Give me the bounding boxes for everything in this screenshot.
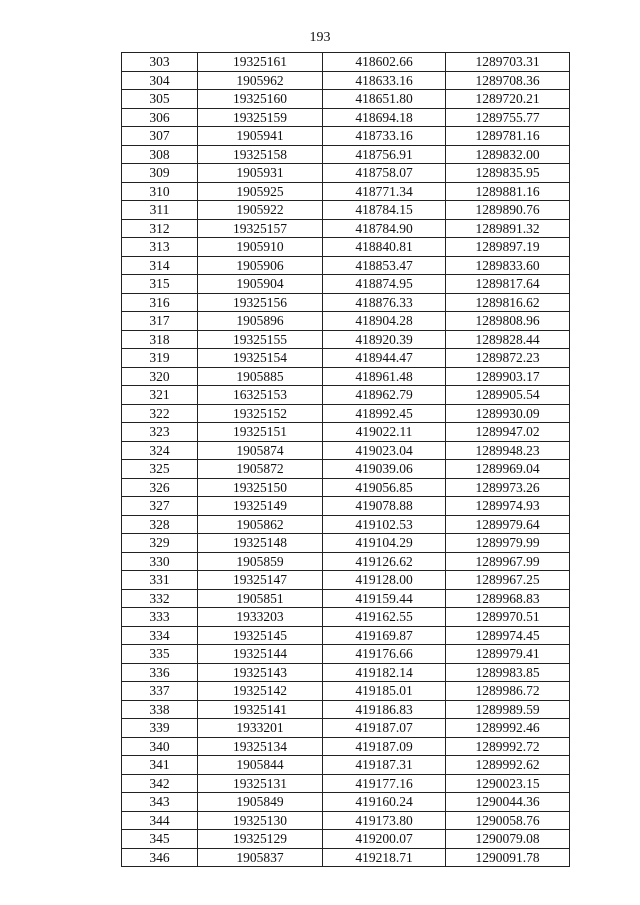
x-coordinate-cell: 418694.18 <box>323 108 446 127</box>
x-coordinate-cell: 418944.47 <box>323 349 446 368</box>
coordinates-table <box>121 52 570 867</box>
table-row <box>122 774 570 793</box>
table-row <box>122 256 570 275</box>
point-number-cell: 313 <box>122 238 198 257</box>
y-coordinate-cell: 1289817.64 <box>446 275 570 294</box>
table-row <box>122 423 570 442</box>
page-number: 193 <box>309 30 331 45</box>
x-coordinate-cell: 419159.44 <box>323 589 446 608</box>
y-coordinate-cell: 1289986.72 <box>446 682 570 701</box>
y-coordinate-cell: 1289755.77 <box>446 108 570 127</box>
y-coordinate-cell: 1289967.25 <box>446 571 570 590</box>
y-coordinate-cell: 1289832.00 <box>446 145 570 164</box>
table-row <box>122 515 570 534</box>
point-number-cell: 307 <box>122 127 198 146</box>
point-id-cell: 1905874 <box>198 441 323 460</box>
y-coordinate-cell: 1289979.64 <box>446 515 570 534</box>
y-coordinate-cell: 1289979.41 <box>446 645 570 664</box>
point-number-cell: 336 <box>122 663 198 682</box>
point-number-cell: 346 <box>122 848 198 867</box>
point-number-cell: 327 <box>122 497 198 516</box>
table-row <box>122 460 570 479</box>
x-coordinate-cell: 419218.71 <box>323 848 446 867</box>
point-id-cell: 1905872 <box>198 460 323 479</box>
point-number-cell: 333 <box>122 608 198 627</box>
table-row <box>122 534 570 553</box>
x-coordinate-cell: 418602.66 <box>323 53 446 72</box>
point-number-cell: 329 <box>122 534 198 553</box>
point-id-cell: 1905904 <box>198 275 323 294</box>
point-number-cell: 320 <box>122 367 198 386</box>
x-coordinate-cell: 419173.80 <box>323 811 446 830</box>
y-coordinate-cell: 1289897.19 <box>446 238 570 257</box>
point-number-cell: 311 <box>122 201 198 220</box>
y-coordinate-cell: 1290091.78 <box>446 848 570 867</box>
y-coordinate-cell: 1289808.96 <box>446 312 570 331</box>
table-row <box>122 682 570 701</box>
point-number-cell: 328 <box>122 515 198 534</box>
x-coordinate-cell: 418784.90 <box>323 219 446 238</box>
point-id-cell: 1905896 <box>198 312 323 331</box>
point-id-cell: 19325150 <box>198 478 323 497</box>
y-coordinate-cell: 1289989.59 <box>446 700 570 719</box>
point-number-cell: 305 <box>122 90 198 109</box>
x-coordinate-cell: 419186.83 <box>323 700 446 719</box>
point-number-cell: 342 <box>122 774 198 793</box>
y-coordinate-cell: 1289930.09 <box>446 404 570 423</box>
table-row <box>122 589 570 608</box>
point-id-cell: 1933201 <box>198 719 323 738</box>
x-coordinate-cell: 419056.85 <box>323 478 446 497</box>
y-coordinate-cell: 1289881.16 <box>446 182 570 201</box>
table-row <box>122 71 570 90</box>
y-coordinate-cell: 1289968.83 <box>446 589 570 608</box>
table-row <box>122 497 570 516</box>
table-row <box>122 719 570 738</box>
point-number-cell: 337 <box>122 682 198 701</box>
point-id-cell: 1905931 <box>198 164 323 183</box>
point-id-cell: 19325151 <box>198 423 323 442</box>
point-id-cell: 1905851 <box>198 589 323 608</box>
x-coordinate-cell: 418876.33 <box>323 293 446 312</box>
point-number-cell: 308 <box>122 145 198 164</box>
y-coordinate-cell: 1289992.46 <box>446 719 570 738</box>
point-number-cell: 344 <box>122 811 198 830</box>
x-coordinate-cell: 418771.34 <box>323 182 446 201</box>
y-coordinate-cell: 1289983.85 <box>446 663 570 682</box>
table-row <box>122 478 570 497</box>
table-row <box>122 293 570 312</box>
point-id-cell: 19325155 <box>198 330 323 349</box>
point-id-cell: 1905910 <box>198 238 323 257</box>
y-coordinate-cell: 1289948.23 <box>446 441 570 460</box>
y-coordinate-cell: 1289970.51 <box>446 608 570 627</box>
x-coordinate-cell: 418904.28 <box>323 312 446 331</box>
y-coordinate-cell: 1289833.60 <box>446 256 570 275</box>
point-id-cell: 1905941 <box>198 127 323 146</box>
table-row <box>122 756 570 775</box>
y-coordinate-cell: 1289974.93 <box>446 497 570 516</box>
point-number-cell: 332 <box>122 589 198 608</box>
table-row <box>122 53 570 72</box>
y-coordinate-cell: 1289835.95 <box>446 164 570 183</box>
point-number-cell: 345 <box>122 830 198 849</box>
point-id-cell: 19325157 <box>198 219 323 238</box>
x-coordinate-cell: 418853.47 <box>323 256 446 275</box>
x-coordinate-cell: 419200.07 <box>323 830 446 849</box>
point-id-cell: 19325160 <box>198 90 323 109</box>
point-id-cell: 1905925 <box>198 182 323 201</box>
table-row <box>122 275 570 294</box>
point-id-cell: 1905906 <box>198 256 323 275</box>
x-coordinate-cell: 419039.06 <box>323 460 446 479</box>
point-id-cell: 19325129 <box>198 830 323 849</box>
point-number-cell: 309 <box>122 164 198 183</box>
table-row <box>122 201 570 220</box>
x-coordinate-cell: 419128.00 <box>323 571 446 590</box>
y-coordinate-cell: 1290058.76 <box>446 811 570 830</box>
table-row <box>122 330 570 349</box>
point-id-cell: 19325144 <box>198 645 323 664</box>
x-coordinate-cell: 419187.09 <box>323 737 446 756</box>
x-coordinate-cell: 419160.24 <box>323 793 446 812</box>
x-coordinate-cell: 419185.01 <box>323 682 446 701</box>
table-row <box>122 608 570 627</box>
table-row <box>122 737 570 756</box>
point-number-cell: 321 <box>122 386 198 405</box>
coordinates-table-body <box>122 53 570 867</box>
table-row <box>122 312 570 331</box>
y-coordinate-cell: 1289891.32 <box>446 219 570 238</box>
table-row <box>122 626 570 645</box>
point-number-cell: 330 <box>122 552 198 571</box>
x-coordinate-cell: 419022.11 <box>323 423 446 442</box>
point-id-cell: 1905922 <box>198 201 323 220</box>
point-number-cell: 303 <box>122 53 198 72</box>
point-number-cell: 338 <box>122 700 198 719</box>
point-id-cell: 1933203 <box>198 608 323 627</box>
table-row <box>122 349 570 368</box>
table-row <box>122 552 570 571</box>
y-coordinate-cell: 1290023.15 <box>446 774 570 793</box>
x-coordinate-cell: 419162.55 <box>323 608 446 627</box>
y-coordinate-cell: 1289967.99 <box>446 552 570 571</box>
y-coordinate-cell: 1289905.54 <box>446 386 570 405</box>
table-row <box>122 700 570 719</box>
point-id-cell: 19325130 <box>198 811 323 830</box>
table-row <box>122 848 570 867</box>
y-coordinate-cell: 1289816.62 <box>446 293 570 312</box>
x-coordinate-cell: 419104.29 <box>323 534 446 553</box>
x-coordinate-cell: 419078.88 <box>323 497 446 516</box>
y-coordinate-cell: 1289828.44 <box>446 330 570 349</box>
point-id-cell: 19325141 <box>198 700 323 719</box>
table-row <box>122 404 570 423</box>
x-coordinate-cell: 419023.04 <box>323 441 446 460</box>
point-id-cell: 19325131 <box>198 774 323 793</box>
y-coordinate-cell: 1289890.76 <box>446 201 570 220</box>
point-number-cell: 312 <box>122 219 198 238</box>
point-number-cell: 323 <box>122 423 198 442</box>
x-coordinate-cell: 418962.79 <box>323 386 446 405</box>
x-coordinate-cell: 418756.91 <box>323 145 446 164</box>
point-number-cell: 334 <box>122 626 198 645</box>
point-number-cell: 343 <box>122 793 198 812</box>
point-number-cell: 341 <box>122 756 198 775</box>
table-row <box>122 127 570 146</box>
y-coordinate-cell: 1289703.31 <box>446 53 570 72</box>
y-coordinate-cell: 1290079.08 <box>446 830 570 849</box>
point-id-cell: 19325156 <box>198 293 323 312</box>
point-id-cell: 16325153 <box>198 386 323 405</box>
y-coordinate-cell: 1289992.72 <box>446 737 570 756</box>
point-id-cell: 19325143 <box>198 663 323 682</box>
table-row <box>122 830 570 849</box>
point-id-cell: 19325158 <box>198 145 323 164</box>
x-coordinate-cell: 419126.62 <box>323 552 446 571</box>
point-id-cell: 1905862 <box>198 515 323 534</box>
x-coordinate-cell: 418920.39 <box>323 330 446 349</box>
table-row <box>122 182 570 201</box>
point-number-cell: 304 <box>122 71 198 90</box>
y-coordinate-cell: 1289872.23 <box>446 349 570 368</box>
x-coordinate-cell: 418840.81 <box>323 238 446 257</box>
table-row <box>122 571 570 590</box>
x-coordinate-cell: 419182.14 <box>323 663 446 682</box>
point-number-cell: 326 <box>122 478 198 497</box>
point-id-cell: 1905962 <box>198 71 323 90</box>
point-number-cell: 316 <box>122 293 198 312</box>
point-number-cell: 317 <box>122 312 198 331</box>
y-coordinate-cell: 1289781.16 <box>446 127 570 146</box>
x-coordinate-cell: 418961.48 <box>323 367 446 386</box>
point-id-cell: 1905837 <box>198 848 323 867</box>
table-row <box>122 811 570 830</box>
table-row <box>122 441 570 460</box>
point-number-cell: 319 <box>122 349 198 368</box>
point-id-cell: 19325154 <box>198 349 323 368</box>
point-id-cell: 19325149 <box>198 497 323 516</box>
x-coordinate-cell: 419176.66 <box>323 645 446 664</box>
y-coordinate-cell: 1289974.45 <box>446 626 570 645</box>
y-coordinate-cell: 1289973.26 <box>446 478 570 497</box>
point-number-cell: 306 <box>122 108 198 127</box>
point-id-cell: 1905849 <box>198 793 323 812</box>
table-row <box>122 645 570 664</box>
x-coordinate-cell: 418784.15 <box>323 201 446 220</box>
table-row <box>122 793 570 812</box>
point-number-cell: 318 <box>122 330 198 349</box>
point-number-cell: 315 <box>122 275 198 294</box>
table-row <box>122 164 570 183</box>
point-id-cell: 19325159 <box>198 108 323 127</box>
table-row <box>122 145 570 164</box>
point-id-cell: 1905885 <box>198 367 323 386</box>
x-coordinate-cell: 419177.16 <box>323 774 446 793</box>
x-coordinate-cell: 418651.80 <box>323 90 446 109</box>
x-coordinate-cell: 418633.16 <box>323 71 446 90</box>
point-number-cell: 325 <box>122 460 198 479</box>
point-id-cell: 19325148 <box>198 534 323 553</box>
y-coordinate-cell: 1289969.04 <box>446 460 570 479</box>
table-row <box>122 367 570 386</box>
table-row <box>122 219 570 238</box>
table-row <box>122 663 570 682</box>
y-coordinate-cell: 1289720.21 <box>446 90 570 109</box>
x-coordinate-cell: 419187.07 <box>323 719 446 738</box>
x-coordinate-cell: 419169.87 <box>323 626 446 645</box>
point-number-cell: 340 <box>122 737 198 756</box>
point-number-cell: 335 <box>122 645 198 664</box>
point-number-cell: 324 <box>122 441 198 460</box>
point-number-cell: 314 <box>122 256 198 275</box>
point-id-cell: 19325152 <box>198 404 323 423</box>
point-id-cell: 19325161 <box>198 53 323 72</box>
x-coordinate-cell: 418758.07 <box>323 164 446 183</box>
table-row <box>122 386 570 405</box>
x-coordinate-cell: 418992.45 <box>323 404 446 423</box>
point-id-cell: 19325147 <box>198 571 323 590</box>
point-number-cell: 322 <box>122 404 198 423</box>
table-row <box>122 108 570 127</box>
y-coordinate-cell: 1289947.02 <box>446 423 570 442</box>
point-number-cell: 339 <box>122 719 198 738</box>
point-number-cell: 331 <box>122 571 198 590</box>
table-row <box>122 238 570 257</box>
x-coordinate-cell: 418874.95 <box>323 275 446 294</box>
x-coordinate-cell: 419187.31 <box>323 756 446 775</box>
point-id-cell: 19325142 <box>198 682 323 701</box>
y-coordinate-cell: 1289903.17 <box>446 367 570 386</box>
point-id-cell: 1905859 <box>198 552 323 571</box>
y-coordinate-cell: 1289992.62 <box>446 756 570 775</box>
y-coordinate-cell: 1289708.36 <box>446 71 570 90</box>
point-number-cell: 310 <box>122 182 198 201</box>
x-coordinate-cell: 418733.16 <box>323 127 446 146</box>
point-id-cell: 19325145 <box>198 626 323 645</box>
y-coordinate-cell: 1289979.99 <box>446 534 570 553</box>
point-id-cell: 1905844 <box>198 756 323 775</box>
x-coordinate-cell: 419102.53 <box>323 515 446 534</box>
point-id-cell: 19325134 <box>198 737 323 756</box>
table-row <box>122 90 570 109</box>
y-coordinate-cell: 1290044.36 <box>446 793 570 812</box>
